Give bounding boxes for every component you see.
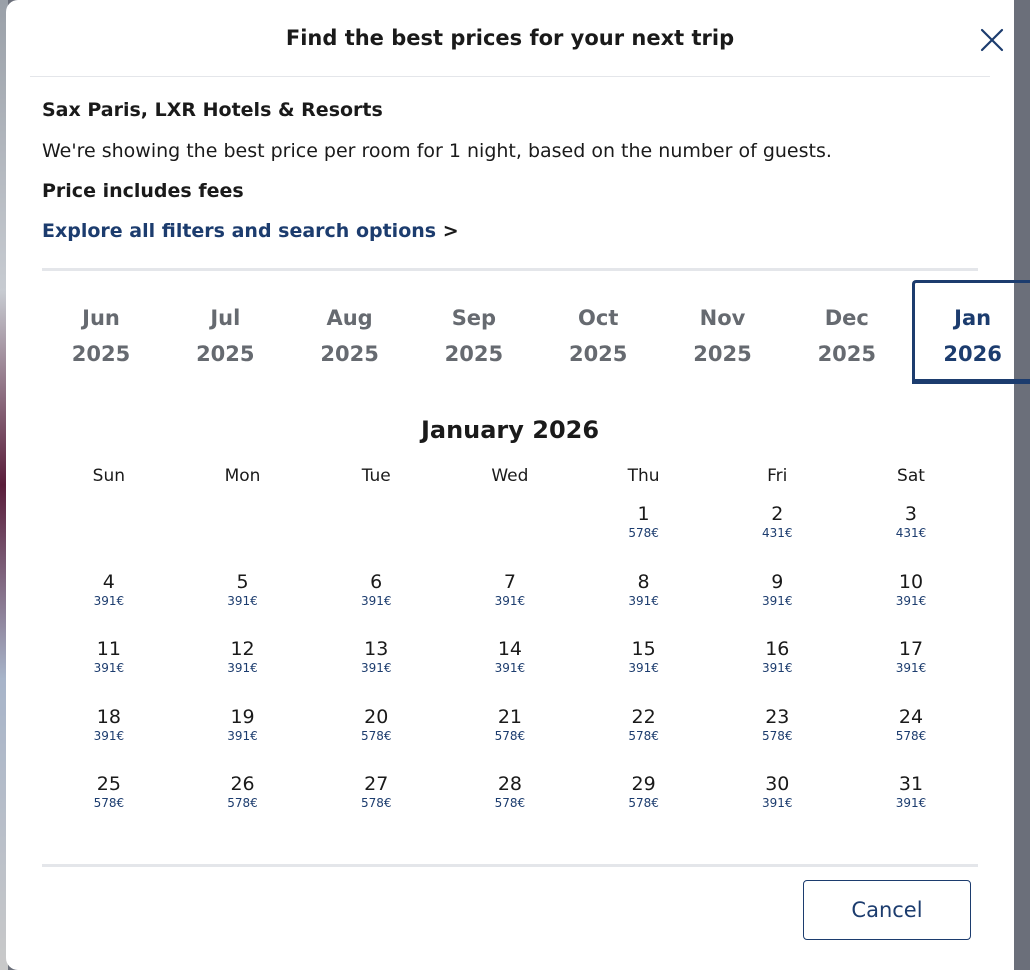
calendar-week [42, 571, 978, 639]
calendar-week [42, 503, 978, 571]
day-price: 578€ [494, 728, 526, 743]
day-price: 391€ [360, 593, 392, 608]
calendar-day-10[interactable] [844, 571, 978, 639]
month-tab-jun-2025[interactable] [42, 280, 160, 384]
day-number: 11 [96, 638, 121, 660]
day-price: 578€ [628, 526, 659, 540]
day-price: 578€ [895, 728, 927, 743]
calendar-day-30[interactable] [710, 773, 844, 841]
calendar-day-9[interactable] [710, 571, 844, 639]
calendar-empty-cell [176, 503, 310, 571]
calendar-day-17[interactable] [844, 638, 978, 706]
day-number: 21 [497, 705, 522, 728]
day-number: 17 [898, 638, 924, 660]
day-price: 578€ [494, 796, 526, 810]
day-price: 578€ [360, 728, 392, 743]
month-tab-month: Jul [210, 306, 241, 330]
day-price: 578€ [762, 728, 793, 743]
explore-filters-label: Explore all filters and search options [42, 220, 437, 242]
day-number: 31 [898, 773, 924, 795]
day-number: 29 [631, 773, 656, 795]
calendar-day-7[interactable] [443, 571, 577, 639]
day-number: 18 [96, 705, 121, 728]
month-tab-year: 2025 [568, 342, 628, 366]
day-number: 1 [637, 503, 650, 525]
month-tab-sep-2025[interactable] [415, 280, 533, 384]
day-number: 13 [364, 638, 389, 660]
day-price: 391€ [227, 593, 258, 608]
calendar-day-27[interactable] [309, 773, 443, 841]
day-number: 19 [230, 705, 255, 728]
calendar-week [42, 638, 978, 706]
calendar-day-21[interactable] [443, 706, 577, 774]
calendar-week [42, 706, 978, 774]
day-price: 578€ [93, 796, 125, 810]
day-number: 16 [765, 638, 790, 660]
calendar-grid [42, 466, 978, 841]
calendar-day-6[interactable] [309, 571, 443, 639]
close-icon [978, 26, 1006, 54]
calendar-day-22[interactable] [577, 706, 711, 774]
calendar-day-24[interactable] [844, 706, 978, 774]
calendar-day-23[interactable] [710, 706, 844, 774]
divider [42, 864, 978, 867]
month-tab-month: Nov [699, 306, 746, 330]
month-tab-aug-2025[interactable] [291, 280, 409, 384]
calendar-empty-cell [309, 503, 443, 571]
calendar-day-31[interactable] [844, 773, 978, 841]
close-button[interactable] [978, 26, 1006, 54]
day-price: 391€ [762, 796, 793, 810]
calendar-day-28[interactable] [443, 773, 577, 841]
day-price: 431€ [895, 526, 927, 540]
month-tab-month: Sep [451, 306, 497, 330]
explore-filters-link[interactable] [42, 220, 982, 242]
day-number: 6 [370, 570, 383, 593]
calendar-day-19[interactable] [176, 706, 310, 774]
month-tab-year: 2025 [444, 342, 504, 366]
day-price: 431€ [762, 526, 793, 540]
day-number: 20 [364, 705, 389, 728]
month-tab-month: Jan [954, 306, 992, 330]
day-price: 391€ [895, 593, 927, 608]
day-number: 23 [765, 705, 790, 728]
day-number: 12 [230, 638, 255, 660]
day-price: 391€ [628, 661, 659, 675]
calendar-day-11[interactable] [42, 638, 176, 706]
day-price: 391€ [360, 661, 392, 675]
weekday-fri: Fri [767, 466, 788, 486]
day-price: 578€ [628, 796, 659, 810]
day-number: 14 [497, 638, 522, 660]
month-tabs [42, 272, 1002, 388]
day-price: 391€ [762, 593, 793, 608]
calendar-day-4[interactable] [42, 571, 176, 639]
weekday-tue: Tue [361, 466, 391, 486]
dialog-title: Find the best prices for your next trip [285, 26, 735, 50]
day-price: 391€ [227, 728, 258, 743]
day-number: 9 [771, 570, 784, 593]
calendar-week [42, 773, 978, 841]
calendar-day-13[interactable] [309, 638, 443, 706]
month-tab-year: 2025 [71, 342, 131, 366]
month-tab-month: Oct [578, 306, 619, 330]
divider [42, 268, 978, 271]
calendar-day-3[interactable] [844, 503, 978, 571]
day-price: 391€ [895, 796, 927, 810]
calendar-day-2[interactable] [710, 503, 844, 571]
calendar-day-25[interactable] [42, 773, 176, 841]
calendar-weeks [42, 503, 978, 841]
weekday-mon: Mon [224, 466, 261, 486]
price-description: We're showing the best price per room for 1 night, based on the number of guests. [42, 140, 832, 162]
day-number: 7 [503, 570, 516, 593]
dialog-header [30, 0, 990, 77]
month-tab-oct-2025[interactable] [539, 280, 657, 384]
month-tab-month: Aug [326, 306, 373, 330]
fees-note: Price includes fees [42, 180, 244, 202]
day-price: 391€ [895, 661, 927, 675]
day-price: 391€ [762, 661, 793, 675]
calendar-day-12[interactable] [176, 638, 310, 706]
day-number: 2 [771, 503, 784, 525]
calendar-title: January 2026 [420, 416, 600, 444]
day-price: 391€ [628, 593, 659, 608]
month-tab-year: 2025 [196, 342, 255, 366]
price-calendar-dialog [6, 0, 1014, 970]
day-number: 15 [631, 638, 656, 660]
calendar-day-16[interactable] [710, 638, 844, 706]
weekday-sun: Sun [92, 466, 126, 486]
day-price: 578€ [628, 728, 659, 743]
day-number: 8 [637, 570, 650, 593]
calendar-empty-cell [42, 503, 176, 571]
day-price: 391€ [93, 661, 125, 675]
day-price: 391€ [227, 661, 258, 675]
calendar-day-14[interactable] [443, 638, 577, 706]
month-tab-year: 2026 [943, 342, 1002, 366]
day-price: 391€ [93, 593, 125, 608]
day-price: 391€ [494, 593, 526, 608]
day-price: 578€ [227, 796, 258, 810]
month-tab-year: 2025 [693, 342, 752, 366]
month-tab-nov-2025[interactable] [664, 280, 782, 384]
calendar-day-5[interactable] [176, 571, 310, 639]
weekday-sat: Sat [897, 466, 925, 486]
calendar-day-15[interactable] [577, 638, 711, 706]
month-tab-jan-2026[interactable] [912, 280, 1030, 384]
month-tab-month: Dec [824, 306, 869, 330]
calendar-day-29[interactable] [577, 773, 711, 841]
day-number: 24 [898, 705, 924, 728]
day-number: 25 [96, 773, 121, 795]
weekday-thu: Thu [627, 466, 660, 486]
day-number: 26 [230, 773, 255, 795]
month-tab-year: 2025 [817, 342, 877, 366]
day-number: 3 [904, 503, 918, 525]
day-price: 578€ [360, 796, 392, 810]
hotel-info [42, 96, 982, 242]
calendar-day-1[interactable] [577, 503, 711, 571]
calendar-day-18[interactable] [42, 706, 176, 774]
month-tab-year: 2025 [320, 342, 379, 366]
hotel-name: Sax Paris, LXR Hotels & Resorts [42, 99, 383, 121]
weekday-wed: Wed [491, 466, 529, 486]
day-price: 391€ [93, 728, 125, 743]
calendar-day-8[interactable] [577, 571, 711, 639]
calendar-day-26[interactable] [176, 773, 310, 841]
month-tab-jul-2025[interactable] [166, 280, 284, 384]
day-number: 28 [497, 773, 522, 795]
month-tab-dec-2025[interactable] [788, 280, 906, 384]
cancel-button[interactable]: Cancel [803, 880, 971, 940]
month-tab-month: Jun [82, 306, 120, 330]
day-number: 10 [898, 570, 924, 593]
calendar-day-20[interactable] [309, 706, 443, 774]
weekday-header [42, 466, 978, 494]
chevron-right-icon: > [442, 220, 459, 242]
day-number: 4 [102, 570, 115, 593]
day-number: 27 [364, 773, 389, 795]
day-number: 5 [236, 570, 249, 593]
day-number: 22 [631, 705, 656, 728]
day-number: 30 [765, 773, 790, 795]
calendar-empty-cell [443, 503, 577, 571]
day-price: 391€ [494, 661, 526, 675]
